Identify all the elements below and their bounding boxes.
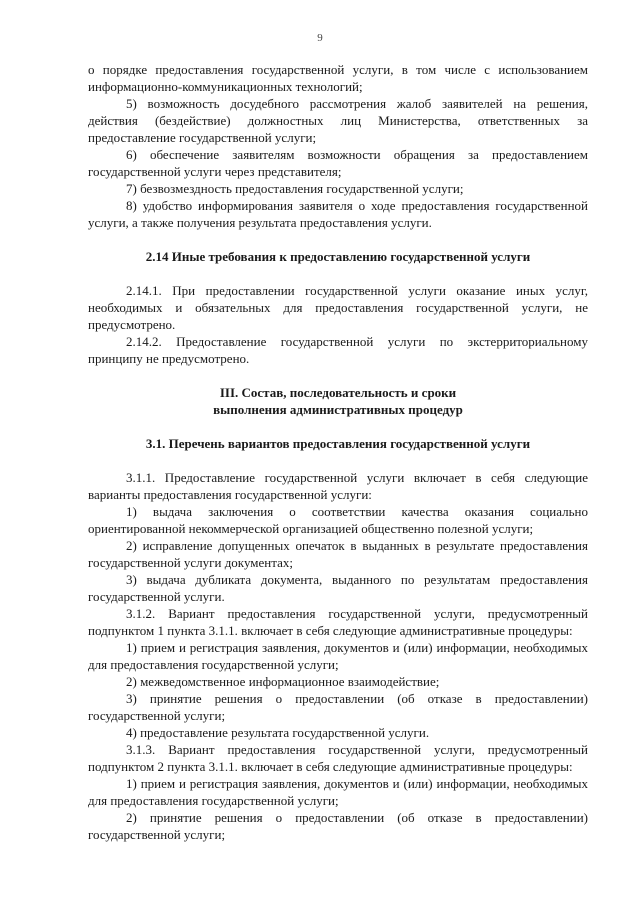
paragraph: 2.14.2. Предоставление государственной услуги по экстерриториальному принципу не предусмотрено. — [88, 334, 588, 366]
heading-section-3 — [88, 384, 588, 418]
paragraph: 1) выдача заключения о соответствии качества оказания социально ориентированной некоммерческой организацией общественно полезной услуги; — [88, 504, 588, 536]
requirements-list — [88, 61, 588, 231]
heading-section-3-line1: III. Состав, последовательность и сроки — [219, 385, 457, 400]
paragraph: 6) обеспечение заявителям возможности обращения за предоставлением государственной услуги через представителя; — [88, 147, 588, 179]
heading-section-3-line2: выполнения административных процедур — [213, 402, 463, 417]
paragraph: 3.1.3. Вариант предоставления государственной услуги, предусмотренный подпунктом 2 пункта 3.1.1. включает в себя следующие административные процедуры: — [88, 742, 588, 774]
paragraph: 1) прием и регистрация заявления, документов и (или) информации, необходимых для предоставления государственной услуги; — [88, 640, 588, 672]
paragraph: 2) межведомственное информационное взаимодействие; — [126, 674, 440, 689]
paragraph: о порядке предоставления государственной услуги, в том числе с использованием информационно-коммуникационных технологий; — [88, 62, 588, 94]
paragraph: 2) исправление допущенных опечаток в выданных в результате предоставления государственной услуги документах; — [88, 538, 588, 570]
paragraph: 3) принятие решения о предоставлении (об отказе в предоставлении) государственной услуги; — [88, 691, 588, 723]
other-requirements-section — [88, 282, 588, 367]
paragraph: 3.1.1. Предоставление государственной услуги включает в себя следующие варианты предоставления государственной услуги: — [88, 470, 588, 502]
paragraph: 1) прием и регистрация заявления, документов и (или) информации, необходимых для предоставления государственной услуги; — [88, 776, 588, 808]
heading-2-14: 2.14 Иные требования к предоставлению государственной услуги — [145, 249, 531, 264]
paragraph: 2) принятие решения о предоставлении (об отказе в предоставлении) государственной услуги; — [88, 810, 588, 842]
paragraph: 4) предоставление результата государственной услуги. — [126, 725, 430, 740]
document-body — [88, 61, 588, 843]
service-variants-section — [88, 469, 588, 843]
heading-3-1: 3.1. Перечень вариантов предоставления государственной услуги — [145, 436, 531, 451]
paragraph: 7) безвозмездность предоставления государственной услуги; — [126, 181, 464, 196]
paragraph: 3) выдача дубликата документа, выданного по результатам предоставления государственной услуги. — [88, 572, 588, 604]
paragraph: 8) удобство информирования заявителя о ходе предоставления государственной услуги, а также получения результата предоставления услуги. — [88, 198, 588, 230]
paragraph: 3.1.2. Вариант предоставления государственной услуги, предусмотренный подпунктом 1 пункта 3.1.1. включает в себя следующие административные процедуры: — [88, 606, 588, 638]
paragraph: 5) возможность досудебного рассмотрения жалоб заявителей на решения, действия (бездействие) должностных лиц Министерства, ответственных за предоставление государственной услуги; — [88, 96, 588, 145]
paragraph: 2.14.1. При предоставлении государственной услуги оказание иных услуг, необходимых и обязательных для предоставления государственной услуги, не предусмотрено. — [88, 283, 588, 332]
page-number: 9 — [317, 32, 323, 44]
